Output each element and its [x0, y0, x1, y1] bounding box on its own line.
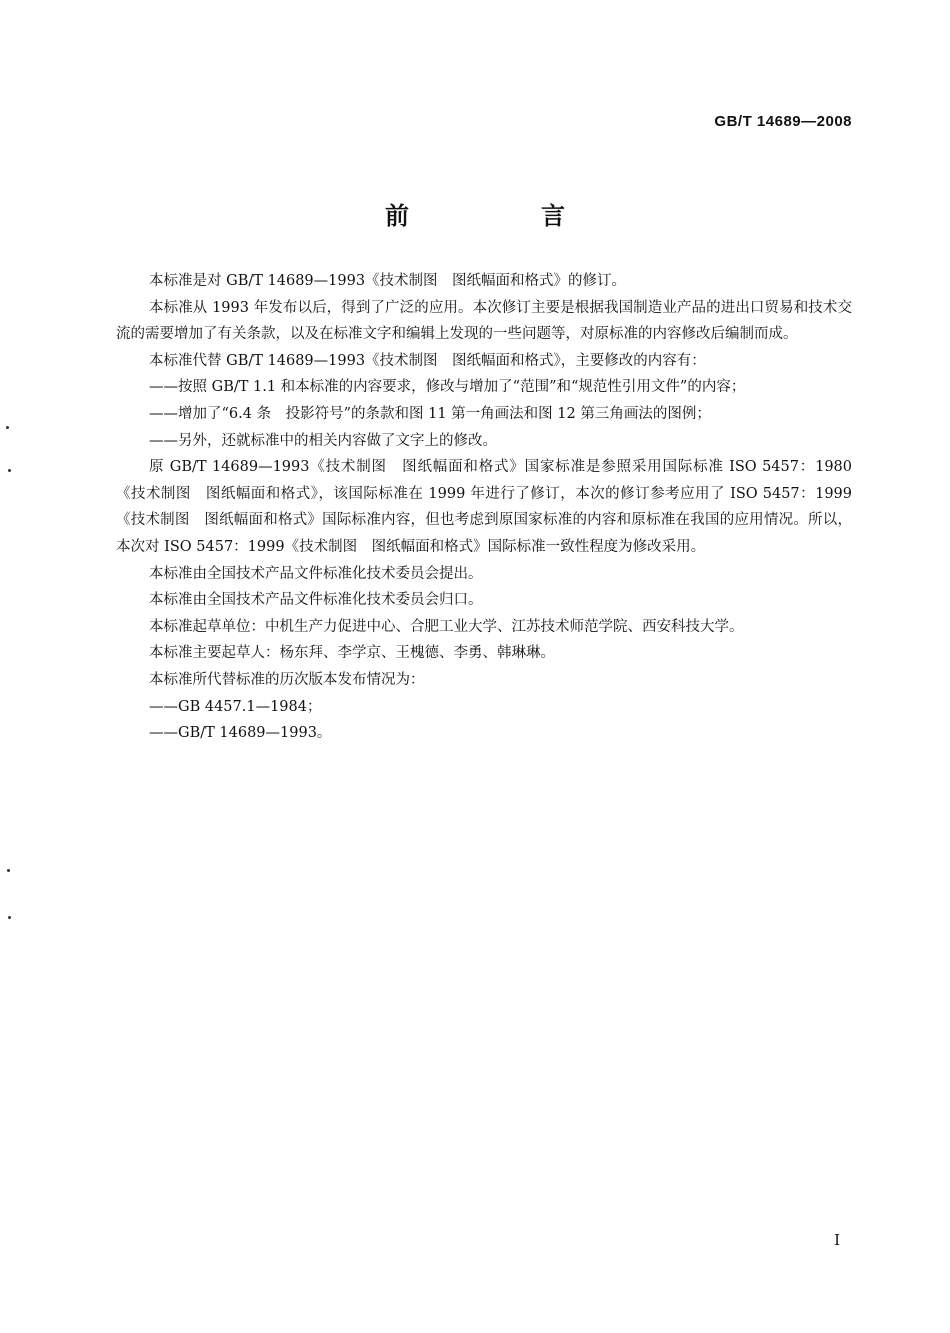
standard-code: GB/T 14689—2008: [714, 113, 852, 130]
document-body: [116, 268, 852, 747]
paragraph-iso-reference: 原 GB/T 14689—1993《技术制图 图纸幅面和格式》国家标准是参照采用国际标准 ISO 5457：1980《技术制图 图纸幅面和格式》，该国际标准在 1999 年进行了修订，本次的修订参考应用了 ISO 5457：1999《技术制图 图纸幅面和格式》国际标准内容，但也考虑到原国家标准的内容和原标准在我国的应用情况。所以，本次对 ISO 5457：1999《技术制图 图纸幅面和格式》国际标准一致性程度为修改采用。: [116, 459, 852, 555]
paragraph-proposed-by: 本标准由全国技术产品文件标准化技术委员会提出。: [149, 565, 483, 582]
scan-speck: [7, 869, 10, 872]
paragraph-history-intro: 本标准所代替标准的历次版本发布情况为：: [149, 671, 425, 688]
paragraph-drafters: 本标准主要起草人：杨东拜、李学京、王槐德、李勇、韩琳琳。: [149, 645, 555, 662]
page-number: I: [834, 1231, 840, 1249]
list-item-history-2: ——GB/T 14689—1993。: [149, 725, 332, 742]
page-title: 前 言: [385, 202, 619, 230]
list-item-change-2: ——增加了“6.4 条 投影符号”的条款和图 11 第一角画法和图 12 第三角画法的图例；: [149, 405, 711, 422]
paragraph-drafting-units: 本标准起草单位：中机生产力促进中心、合肥工业大学、江苏技术师范学院、西安科技大学。: [149, 618, 744, 635]
scan-speck: [6, 426, 9, 429]
list-item-change-3: ——另外，还就标准中的相关内容做了文字上的修改。: [149, 432, 497, 449]
paragraph-revision-note: 本标准是对 GB/T 14689—1993《技术制图 图纸幅面和格式》的修订。: [149, 273, 627, 289]
paragraph-replaces: 本标准代替 GB/T 14689—1993《技术制图 图纸幅面和格式》，主要修改的内容有：: [149, 352, 706, 369]
list-item-change-1: ——按照 GB/T 1.1 和本标准的内容要求，修改与增加了“范围”和“规范性引用文件”的内容；: [149, 379, 746, 396]
paragraph-background: 本标准从 1993 年发布以后，得到了广泛的应用。本次修订主要是根据我国制造业产品的进出口贸易和技术交流的需要增加了有关条款，以及在标准文字和编辑上发现的一些问题等，对原标准的内容修改后编制而成。: [116, 299, 852, 343]
paragraph-centralized-by: 本标准由全国技术产品文件标准化技术委员会归口。: [149, 592, 483, 609]
scan-speck: [8, 916, 11, 919]
scan-speck: [8, 469, 11, 472]
list-item-history-1: ——GB 4457.1—1984；: [149, 698, 322, 715]
